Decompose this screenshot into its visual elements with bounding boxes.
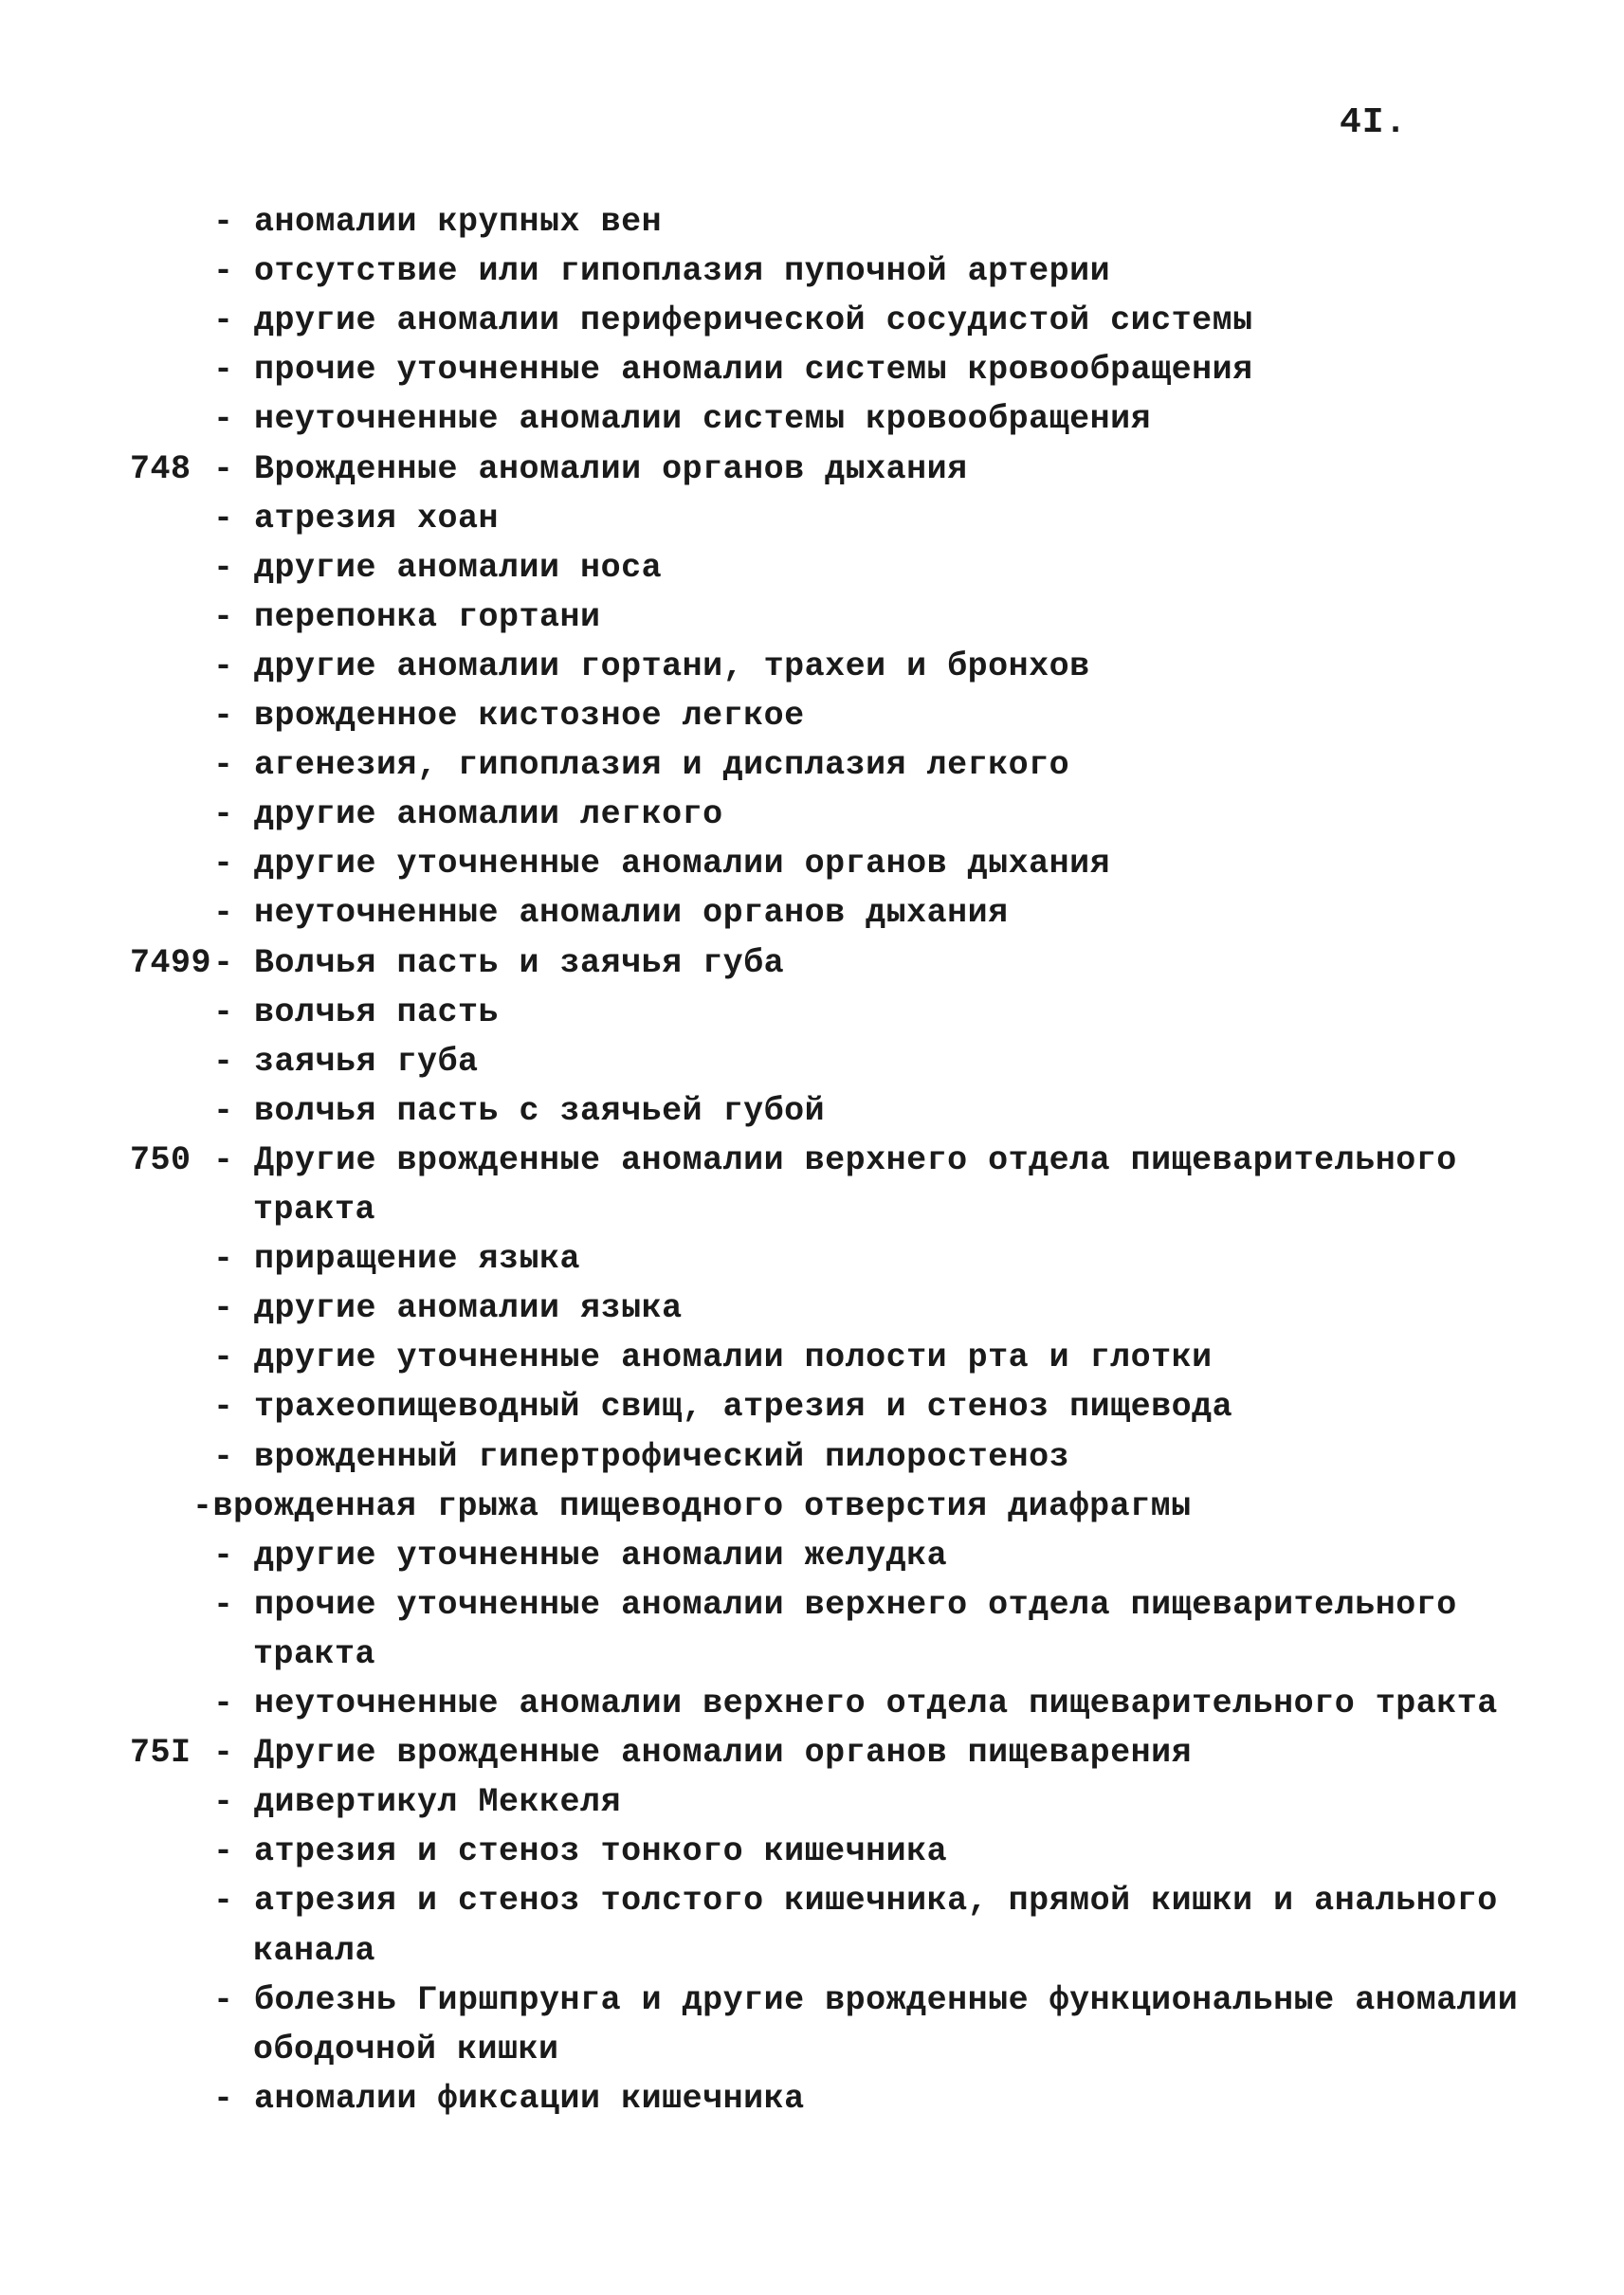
section-code: 750 [130,1141,192,1179]
line-text: - волчья пасть с заячьей губой [213,1092,826,1130]
line-text: - другие аномалии носа [213,549,663,587]
line-text: - другие аномалии языка [213,1289,683,1327]
line-text: - трахеопищеводный свищ, атрезия и стеноз пищевода [213,1388,1233,1426]
line-text: - заячья губа [213,1043,479,1081]
line-text: -врожденная грыжа пищеводного отверстия диафрагмы [192,1487,1192,1525]
page-number: 4I. [1340,102,1408,143]
section-code: 75I [130,1734,192,1772]
line-text: - другие уточненные аномалии желудка [213,1537,948,1575]
line-text: - атрезия и стеноз тонкого кишечника [213,1832,948,1870]
line-text: - неуточненные аномалии верхнего отдела пищеварительного тракта [213,1685,1498,1722]
line-text: - волчья пасть [213,993,500,1031]
section-code: 7499 [130,944,212,982]
line-text: канала [253,1932,376,1970]
line-text: - агенезия, гипоплазия и дисплазия легкого [213,746,1070,784]
line-text: - аномалии фиксации кишечника [213,2080,805,2118]
line-text: - аномалии крупных вен [213,203,663,241]
line-text: - отсутствие или гипоплазия пупочной артерии [213,252,1111,290]
section-code: 748 [130,450,192,488]
line-text: - атрезия и стеноз толстого кишечника, прямой кишки и анального [213,1882,1498,1920]
line-text: - Другие врожденные аномалии верхнего отдела пищеварительного [213,1141,1457,1179]
line-text: - перепонка гортани [213,598,601,636]
line-text: - Другие врожденные аномалии органов пищеварения [213,1734,1193,1772]
line-text: - другие аномалии легкого [213,795,723,833]
line-text: - другие уточненные аномалии органов дыхания [213,845,1111,883]
line-text: - неуточненные аномалии органов дыхания [213,894,1009,932]
line-text: - дивертикул Меккеля [213,1783,622,1821]
line-text: - атрезия хоан [213,500,500,537]
line-text: тракта [253,1635,376,1673]
line-text: - приращение языка [213,1240,581,1278]
line-text: ободочной кишки [253,2031,559,2068]
line-text: - Врожденные аномалии органов дыхания [213,450,968,488]
line-text: - другие аномалии гортани, трахеи и бронхов [213,647,1090,685]
line-text: - болезнь Гиршпрунга и другие врожденные функциональные аномалии [213,1981,1519,2019]
line-text: - другие аномалии периферической сосудистой системы [213,301,1253,339]
line-text: - врожденный гипертрофический пилоростеноз [213,1438,1070,1476]
line-text: - врожденное кистозное легкое [213,697,805,735]
line-text: - Волчья пасть и заячья губа [213,944,785,982]
line-text: - прочие уточненные аномалии верхнего отдела пищеварительного [213,1586,1457,1624]
line-text: - неуточненные аномалии системы кровообращения [213,400,1152,438]
line-text: - прочие уточненные аномалии системы кровообращения [213,351,1253,389]
line-text: - другие уточненные аномалии полости рта и глотки [213,1339,1213,1376]
line-text: тракта [253,1191,376,1229]
